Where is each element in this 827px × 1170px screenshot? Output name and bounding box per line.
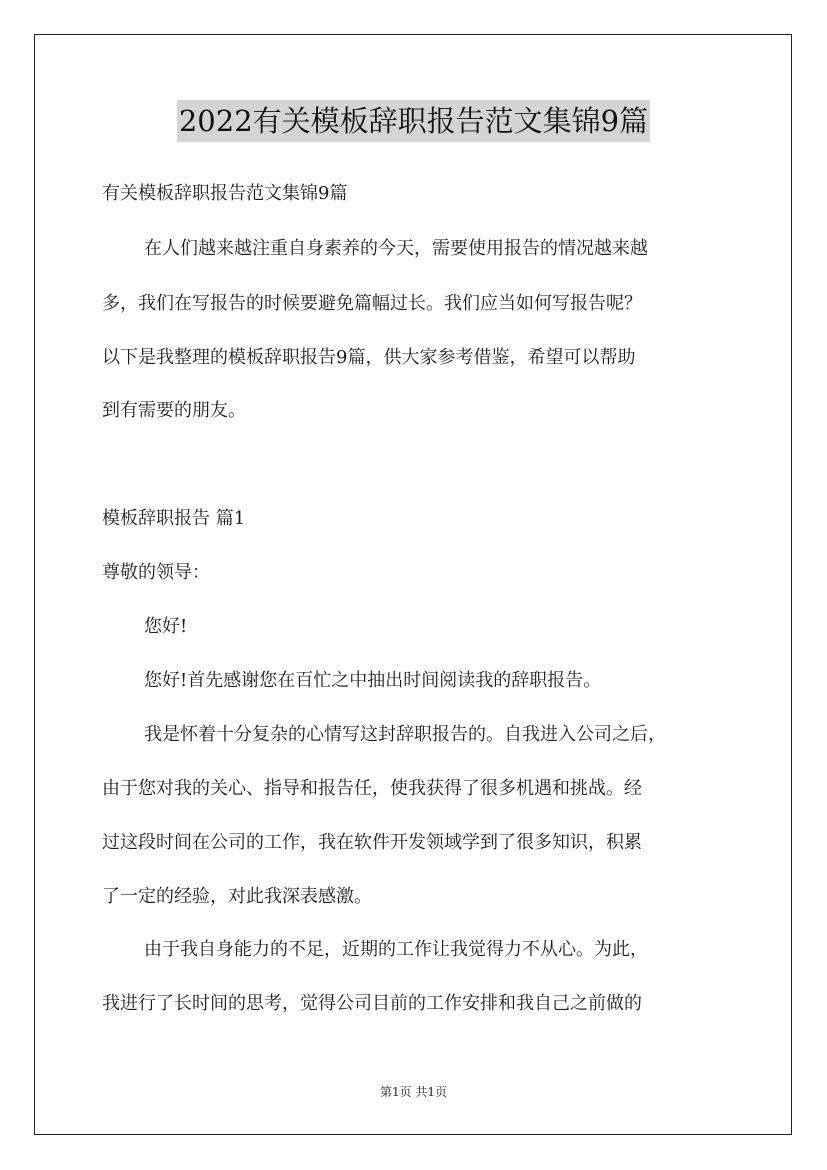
document-subtitle: 有关模板辞职报告范文集锦9篇 xyxy=(102,183,348,204)
body-line-2: 我是怀着十分复杂的心情写这封辞职报告的。自我进入公司之后， xyxy=(144,724,666,745)
salutation: 尊敬的领导： xyxy=(102,562,210,583)
intro-line-4: 到有需要的朋友。 xyxy=(102,400,246,421)
body-line-7: 我进行了长时间的思考，觉得公司目前的工作安排和我自己之前做的 xyxy=(102,993,642,1014)
title-container xyxy=(0,100,827,142)
section-heading: 模板辞职报告 篇1 xyxy=(102,508,246,529)
body-line-6: 由于我自身能力的不足，近期的工作让我觉得力不从心。为此， xyxy=(144,939,648,960)
document-title: 2022有关模板辞职报告范文集锦9篇 xyxy=(177,100,650,142)
body-line-1: 您好!首先感谢您在百忙之中抽出时间阅读我的辞职报告。 xyxy=(144,670,602,691)
body-line-4: 过这段时间在公司的工作，我在软件开发领域学到了很多知识，积累 xyxy=(102,832,642,853)
intro-line-1: 在人们越来越注重自身素养的今天，需要使用报告的情况越来越 xyxy=(144,238,648,259)
intro-line-3: 以下是我整理的模板辞职报告9篇，供大家参考借鉴，希望可以帮助 xyxy=(102,347,636,368)
page-number-footer: 第1页 共1页 xyxy=(379,1085,448,1099)
body-line-3: 由于您对我的关心、指导和报告任，使我获得了很多机遇和挑战。经 xyxy=(102,778,642,799)
body-line-5: 了一定的经验，对此我深表感激。 xyxy=(102,886,372,907)
greeting: 您好! xyxy=(144,616,188,637)
intro-line-2: 多，我们在写报告的时候要避免篇幅过长。我们应当如何写报告呢？ xyxy=(102,293,642,314)
